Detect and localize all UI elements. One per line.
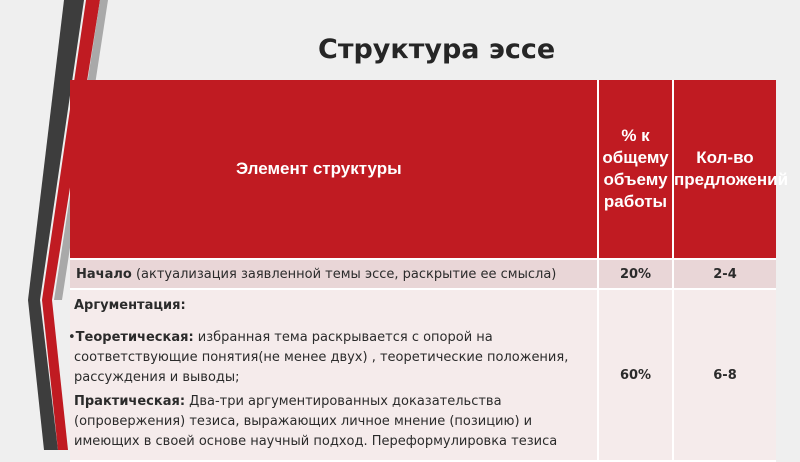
argumentation-label: Аргументация: [74, 298, 186, 313]
argumentation-heading [74, 296, 591, 316]
page-title: Структура эссе [318, 34, 556, 65]
percent-cell: 60% [598, 289, 673, 461]
column-header-percent: % к общему объему работы [598, 80, 673, 259]
element-cell [70, 289, 598, 461]
count-cell: 2-4 [673, 259, 776, 289]
column-header-count: Кол-во предложений [673, 80, 776, 259]
table-row [70, 259, 776, 289]
element-text: (актуализация заявленной темы эссе, раскрытие ее смысла) [135, 266, 557, 282]
practice-text: Два-три аргументированных доказательства (опровержения) тезиса, выражающих личное мнение (позицию) и имеющих в своей основе научный подход. Переформулировка тезиса [74, 394, 558, 449]
table-row [70, 289, 776, 461]
practice-label: Практическая: [74, 394, 186, 409]
element-label: Начало [76, 266, 132, 282]
column-header-element: Элемент структуры [70, 80, 598, 259]
bullet-icon: • [68, 330, 76, 345]
practice-item [74, 392, 591, 452]
theory-text: избранная тема раскрывается с опорой на соответствующие понятия(не менее двух) , теоретические положения, рассуждения и выводы; [74, 330, 569, 385]
argumentation-content [70, 290, 597, 460]
theory-label: Теоретическая: [75, 330, 194, 345]
count-cell: 6-8 [673, 289, 776, 461]
element-cell [70, 259, 598, 289]
essay-structure-table [68, 80, 789, 462]
percent-cell: 20% [598, 259, 673, 289]
theory-item [68, 328, 591, 388]
table-header-row [70, 80, 776, 259]
